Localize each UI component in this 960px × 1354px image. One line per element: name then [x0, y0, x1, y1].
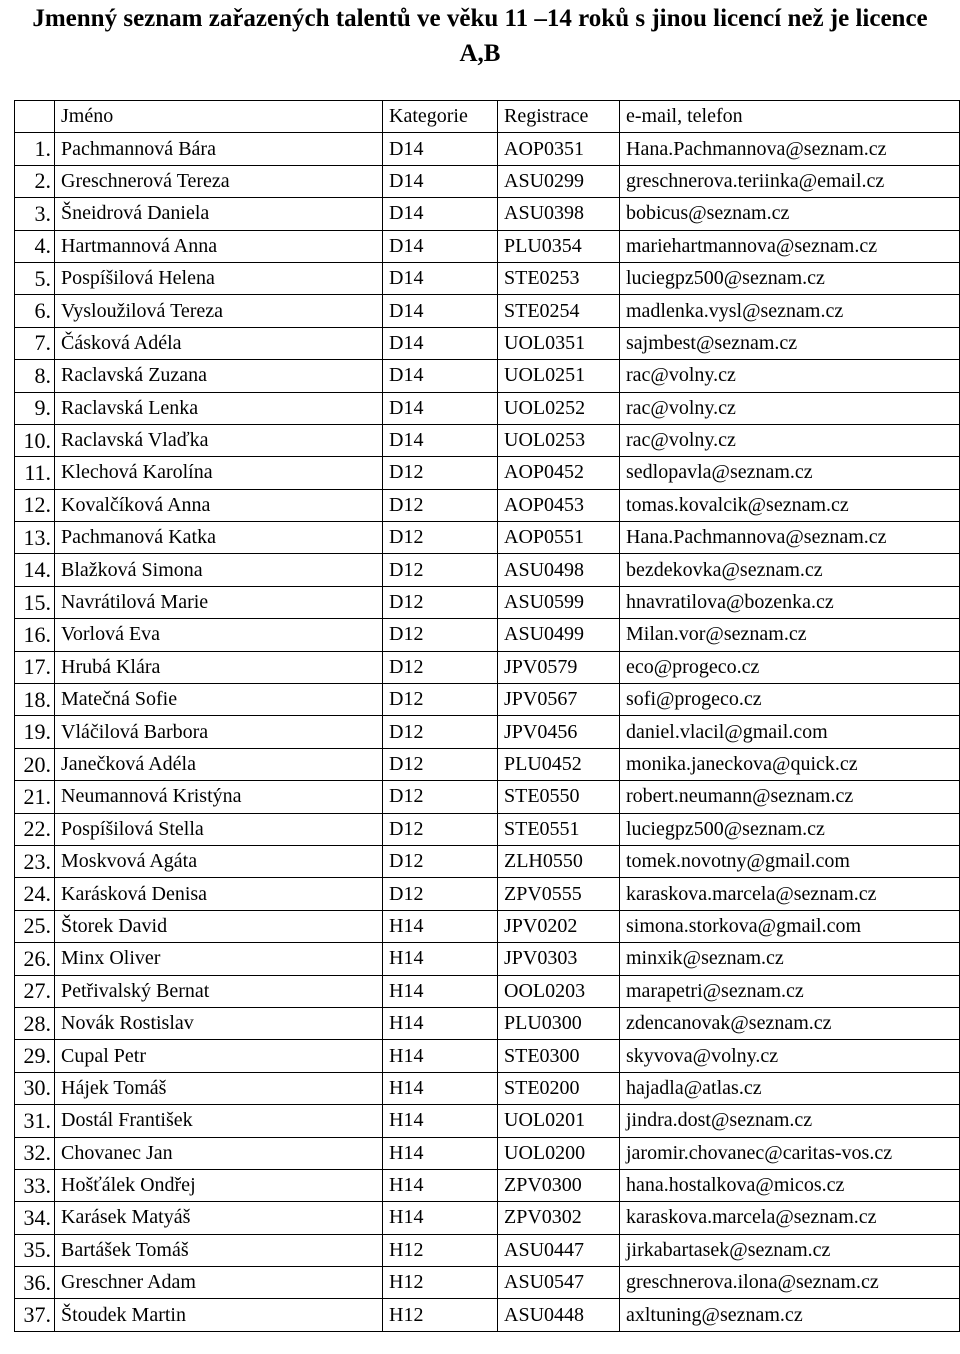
header-registration: Registrace: [498, 101, 620, 133]
row-category: D12: [383, 813, 498, 845]
row-name: Neumannová Kristýna: [55, 781, 383, 813]
table-row: [15, 1105, 960, 1137]
row-name: Greschnerová Tereza: [55, 165, 383, 197]
row-number: 26.: [15, 943, 55, 975]
table-row: [15, 813, 960, 845]
row-number: 21.: [15, 781, 55, 813]
row-category: H14: [383, 1169, 498, 1201]
row-number: 12.: [15, 489, 55, 521]
row-name: Petřivalský Bernat: [55, 975, 383, 1007]
row-contact: sofi@progeco.cz: [620, 684, 960, 716]
header-name: Jméno: [55, 101, 383, 133]
table-row: [15, 1169, 960, 1201]
row-name: Navrátilová Marie: [55, 586, 383, 618]
row-registration: AOP0551: [498, 522, 620, 554]
row-category: D12: [383, 457, 498, 489]
row-contact: monika.janeckova@quick.cz: [620, 748, 960, 780]
table-row: [15, 1202, 960, 1234]
table-row: [15, 360, 960, 392]
row-number: 32.: [15, 1137, 55, 1169]
row-name: Štorek David: [55, 910, 383, 942]
row-registration: ASU0447: [498, 1234, 620, 1266]
row-number: 34.: [15, 1202, 55, 1234]
row-registration: ASU0448: [498, 1299, 620, 1331]
row-registration: AOP0351: [498, 133, 620, 165]
row-name: Janečková Adéla: [55, 748, 383, 780]
row-registration: UOL0200: [498, 1137, 620, 1169]
row-category: D14: [383, 392, 498, 424]
table-row: [15, 748, 960, 780]
row-contact: daniel.vlacil@gmail.com: [620, 716, 960, 748]
table-row: [15, 554, 960, 586]
table-row: [15, 1234, 960, 1266]
row-name: Pachmanová Katka: [55, 522, 383, 554]
row-contact: greschnerova.teriinka@email.cz: [620, 165, 960, 197]
row-number: 35.: [15, 1234, 55, 1266]
row-name: Vláčilová Barbora: [55, 716, 383, 748]
row-name: Hájek Tomáš: [55, 1072, 383, 1104]
row-number: 6.: [15, 295, 55, 327]
row-category: D12: [383, 781, 498, 813]
row-number: 3.: [15, 198, 55, 230]
row-number: 14.: [15, 554, 55, 586]
row-registration: ZLH0550: [498, 845, 620, 877]
row-name: Štoudek Martin: [55, 1299, 383, 1331]
row-name: Klechová Karolína: [55, 457, 383, 489]
row-category: H14: [383, 1040, 498, 1072]
row-number: 1.: [15, 133, 55, 165]
header-contact: e-mail, telefon: [620, 101, 960, 133]
table-row: [15, 424, 960, 456]
table-row: [15, 230, 960, 262]
row-registration: JPV0579: [498, 651, 620, 683]
row-category: D12: [383, 651, 498, 683]
table-row: [15, 943, 960, 975]
row-category: H14: [383, 910, 498, 942]
table-row: [15, 295, 960, 327]
table-row: [15, 1040, 960, 1072]
row-number: 18.: [15, 684, 55, 716]
row-category: D14: [383, 295, 498, 327]
table-row: [15, 1299, 960, 1331]
row-registration: STE0253: [498, 262, 620, 294]
row-number: 33.: [15, 1169, 55, 1201]
row-category: H14: [383, 943, 498, 975]
row-contact: axltuning@seznam.cz: [620, 1299, 960, 1331]
table-row: [15, 845, 960, 877]
row-registration: ASU0547: [498, 1267, 620, 1299]
row-category: H14: [383, 1137, 498, 1169]
row-registration: UOL0351: [498, 327, 620, 359]
row-category: D12: [383, 554, 498, 586]
row-registration: ASU0499: [498, 619, 620, 651]
row-registration: PLU0452: [498, 748, 620, 780]
row-registration: OOL0203: [498, 975, 620, 1007]
row-category: D12: [383, 845, 498, 877]
row-contact: zdencanovak@seznam.cz: [620, 1007, 960, 1039]
row-name: Raclavská Zuzana: [55, 360, 383, 392]
row-number: 31.: [15, 1105, 55, 1137]
row-registration: PLU0300: [498, 1007, 620, 1039]
row-name: Hrubá Klára: [55, 651, 383, 683]
row-category: H14: [383, 1072, 498, 1104]
row-number: 2.: [15, 165, 55, 197]
row-registration: ASU0498: [498, 554, 620, 586]
row-registration: JPV0567: [498, 684, 620, 716]
table-row: [15, 1267, 960, 1299]
row-registration: ASU0299: [498, 165, 620, 197]
row-number: 15.: [15, 586, 55, 618]
row-registration: ZPV0300: [498, 1169, 620, 1201]
row-contact: bobicus@seznam.cz: [620, 198, 960, 230]
row-name: Šneidrová Daniela: [55, 198, 383, 230]
row-category: D14: [383, 424, 498, 456]
row-category: D14: [383, 198, 498, 230]
row-contact: madlenka.vysl@seznam.cz: [620, 295, 960, 327]
row-name: Moskvová Agáta: [55, 845, 383, 877]
table-row: [15, 198, 960, 230]
talent-table: [14, 100, 960, 1332]
row-number: 7.: [15, 327, 55, 359]
row-category: D12: [383, 619, 498, 651]
row-name: Pospíšilová Stella: [55, 813, 383, 845]
row-contact: luciegpz500@seznam.cz: [620, 813, 960, 845]
table-row: [15, 975, 960, 1007]
table-row: [15, 327, 960, 359]
row-registration: ZPV0555: [498, 878, 620, 910]
row-registration: UOL0201: [498, 1105, 620, 1137]
row-name: Kovalčíková Anna: [55, 489, 383, 521]
table-row: [15, 457, 960, 489]
row-name: Matečná Sofie: [55, 684, 383, 716]
row-number: 16.: [15, 619, 55, 651]
row-registration: JPV0303: [498, 943, 620, 975]
table-row: [15, 781, 960, 813]
row-contact: simona.storkova@gmail.com: [620, 910, 960, 942]
row-registration: STE0551: [498, 813, 620, 845]
row-contact: bezdekovka@seznam.cz: [620, 554, 960, 586]
row-contact: skyvova@volny.cz: [620, 1040, 960, 1072]
row-contact: tomek.novotny@gmail.com: [620, 845, 960, 877]
row-number: 5.: [15, 262, 55, 294]
row-number: 8.: [15, 360, 55, 392]
row-number: 37.: [15, 1299, 55, 1331]
table-row: [15, 1137, 960, 1169]
row-name: Chovanec Jan: [55, 1137, 383, 1169]
table-row: [15, 716, 960, 748]
row-name: Hartmannová Anna: [55, 230, 383, 262]
table-row: [15, 489, 960, 521]
row-registration: STE0300: [498, 1040, 620, 1072]
row-name: Karásek Matyáš: [55, 1202, 383, 1234]
row-category: D12: [383, 878, 498, 910]
row-name: Vorlová Eva: [55, 619, 383, 651]
row-registration: ASU0398: [498, 198, 620, 230]
row-contact: tomas.kovalcik@seznam.cz: [620, 489, 960, 521]
row-number: 17.: [15, 651, 55, 683]
table-row: [15, 262, 960, 294]
document-title: Jmenný seznam zařazených talentů ve věku 11 –14 roků s jinou licencí než je licence A,B: [32, 5, 928, 67]
row-contact: greschnerova.ilona@seznam.cz: [620, 1267, 960, 1299]
row-contact: jirkabartasek@seznam.cz: [620, 1234, 960, 1266]
row-contact: rac@volny.cz: [620, 392, 960, 424]
table-row: [15, 392, 960, 424]
row-category: D12: [383, 586, 498, 618]
row-name: Novák Rostislav: [55, 1007, 383, 1039]
table-row: [15, 878, 960, 910]
row-category: D14: [383, 360, 498, 392]
row-number: 20.: [15, 748, 55, 780]
row-category: H14: [383, 1105, 498, 1137]
row-contact: karaskova.marcela@seznam.cz: [620, 1202, 960, 1234]
row-contact: karaskova.marcela@seznam.cz: [620, 878, 960, 910]
row-category: D12: [383, 522, 498, 554]
row-category: H12: [383, 1234, 498, 1266]
row-name: Karásková Denisa: [55, 878, 383, 910]
row-contact: minxik@seznam.cz: [620, 943, 960, 975]
row-name: Raclavská Vlaďka: [55, 424, 383, 456]
row-registration: ASU0599: [498, 586, 620, 618]
row-name: Blažková Simona: [55, 554, 383, 586]
row-contact: hajadla@atlas.cz: [620, 1072, 960, 1104]
row-contact: jaromir.chovanec@caritas-vos.cz: [620, 1137, 960, 1169]
row-contact: Hana.Pachmannova@seznam.cz: [620, 522, 960, 554]
row-category: D14: [383, 165, 498, 197]
row-registration: AOP0452: [498, 457, 620, 489]
row-name: Pospíšilová Helena: [55, 262, 383, 294]
row-contact: eco@progeco.cz: [620, 651, 960, 683]
row-name: Vysloužilová Tereza: [55, 295, 383, 327]
row-category: D14: [383, 230, 498, 262]
row-name: Cupal Petr: [55, 1040, 383, 1072]
row-registration: UOL0252: [498, 392, 620, 424]
header-number: [15, 101, 55, 133]
row-registration: UOL0251: [498, 360, 620, 392]
table-row: [15, 1072, 960, 1104]
table-body: [15, 133, 960, 1331]
row-name: Pachmannová Bára: [55, 133, 383, 165]
row-contact: rac@volny.cz: [620, 424, 960, 456]
row-registration: JPV0202: [498, 910, 620, 942]
row-registration: STE0254: [498, 295, 620, 327]
row-registration: STE0200: [498, 1072, 620, 1104]
table-row: [15, 133, 960, 165]
row-category: H14: [383, 1202, 498, 1234]
row-contact: hana.hostalkova@micos.cz: [620, 1169, 960, 1201]
row-registration: STE0550: [498, 781, 620, 813]
table-row: [15, 522, 960, 554]
row-category: D14: [383, 133, 498, 165]
row-category: D12: [383, 684, 498, 716]
row-contact: robert.neumann@seznam.cz: [620, 781, 960, 813]
table-row: [15, 619, 960, 651]
row-registration: ZPV0302: [498, 1202, 620, 1234]
row-number: 13.: [15, 522, 55, 554]
row-number: 25.: [15, 910, 55, 942]
row-number: 36.: [15, 1267, 55, 1299]
row-name: Raclavská Lenka: [55, 392, 383, 424]
row-number: 28.: [15, 1007, 55, 1039]
row-registration: JPV0456: [498, 716, 620, 748]
row-contact: Hana.Pachmannova@seznam.cz: [620, 133, 960, 165]
row-contact: luciegpz500@seznam.cz: [620, 262, 960, 294]
table-row: [15, 651, 960, 683]
row-number: 24.: [15, 878, 55, 910]
row-category: D12: [383, 489, 498, 521]
row-name: Hošťálek Ondřej: [55, 1169, 383, 1201]
row-number: 27.: [15, 975, 55, 1007]
row-category: D12: [383, 748, 498, 780]
row-number: 10.: [15, 424, 55, 456]
row-number: 4.: [15, 230, 55, 262]
row-category: H14: [383, 1007, 498, 1039]
table-header-row: [15, 101, 960, 133]
row-contact: marapetri@seznam.cz: [620, 975, 960, 1007]
row-name: Greschner Adam: [55, 1267, 383, 1299]
row-number: 11.: [15, 457, 55, 489]
row-contact: mariehartmannova@seznam.cz: [620, 230, 960, 262]
header-category: Kategorie: [383, 101, 498, 133]
row-category: D14: [383, 262, 498, 294]
row-contact: sedlopavla@seznam.cz: [620, 457, 960, 489]
row-number: 19.: [15, 716, 55, 748]
row-number: 23.: [15, 845, 55, 877]
table-row: [15, 910, 960, 942]
row-contact: jindra.dost@seznam.cz: [620, 1105, 960, 1137]
row-contact: Milan.vor@seznam.cz: [620, 619, 960, 651]
row-contact: rac@volny.cz: [620, 360, 960, 392]
table-row: [15, 684, 960, 716]
table-row: [15, 586, 960, 618]
row-number: 22.: [15, 813, 55, 845]
row-category: H12: [383, 1267, 498, 1299]
row-registration: AOP0453: [498, 489, 620, 521]
row-category: H12: [383, 1299, 498, 1331]
row-category: D12: [383, 716, 498, 748]
row-category: H14: [383, 975, 498, 1007]
row-registration: PLU0354: [498, 230, 620, 262]
row-number: 30.: [15, 1072, 55, 1104]
row-number: 9.: [15, 392, 55, 424]
row-registration: UOL0253: [498, 424, 620, 456]
row-name: Minx Oliver: [55, 943, 383, 975]
row-category: D14: [383, 327, 498, 359]
row-name: Dostál František: [55, 1105, 383, 1137]
row-name: Čásková Adéla: [55, 327, 383, 359]
row-contact: hnavratilova@bozenka.cz: [620, 586, 960, 618]
table-row: [15, 1007, 960, 1039]
row-contact: sajmbest@seznam.cz: [620, 327, 960, 359]
table-row: [15, 165, 960, 197]
row-number: 29.: [15, 1040, 55, 1072]
row-name: Bartášek Tomáš: [55, 1234, 383, 1266]
